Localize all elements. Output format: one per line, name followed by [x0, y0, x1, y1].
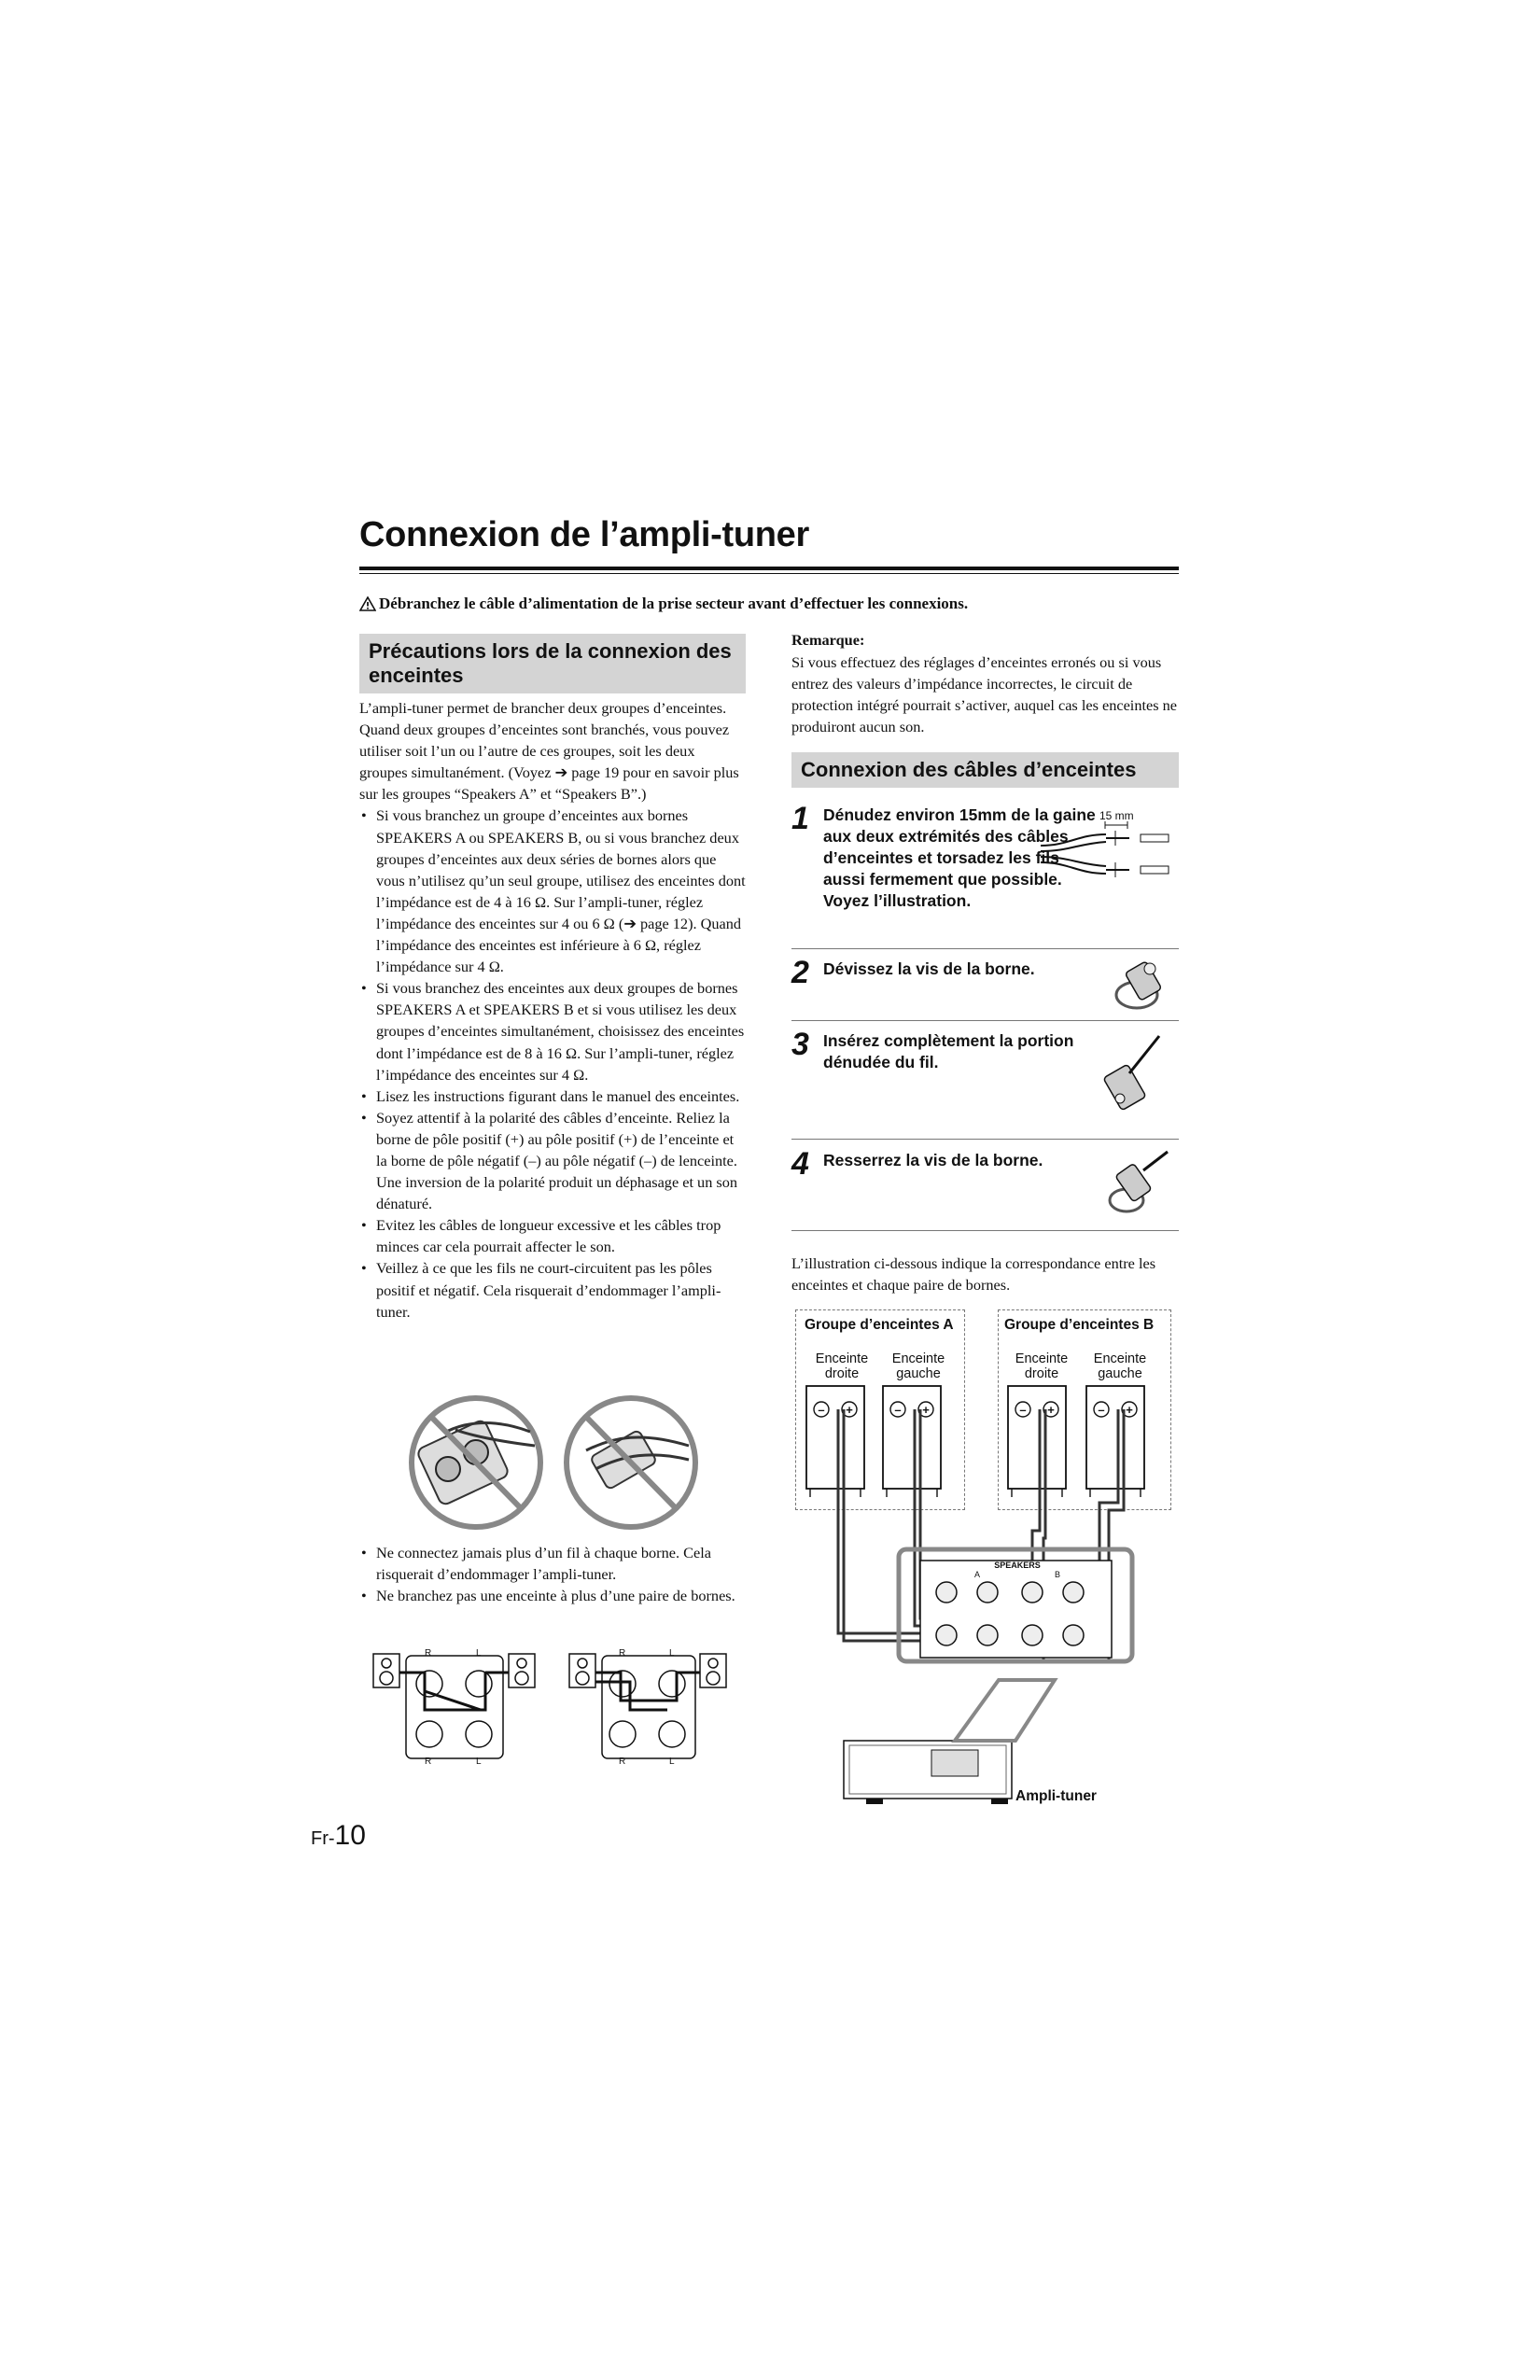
step-divider [791, 1020, 1179, 1021]
prohibited-icon [567, 1398, 695, 1527]
strip-length-label: 15 mm [1099, 809, 1134, 822]
title-rule [359, 567, 1179, 570]
warning-text: Débranchez le câble d’alimentation de la prise secteur avant d’effectuer les connexions. [379, 595, 969, 612]
speaker-label: Enceinte gauche [891, 1351, 945, 1381]
title-rule-thin [359, 573, 1179, 574]
speaker-box [883, 1386, 941, 1489]
list-item: • Lisez les instructions figurant dans le manuel des enceintes. [359, 1085, 746, 1107]
list-item: • Ne connectez jamais plus d’un fil à chaque borne. Cela risquerait d’endommager l’ampli-tuner. [359, 1542, 746, 1585]
terminal-r: R [425, 1757, 432, 1766]
terminal-l: L [476, 1757, 482, 1766]
amplifier-body [844, 1741, 1012, 1799]
svg-text:–: – [1098, 1403, 1105, 1417]
page-prefix: Fr- [311, 1828, 335, 1849]
step-text: Resserrez la vis de la borne. [823, 1151, 1043, 1169]
step-text: Dénudez environ 15mm de la gaine aux deux extrémités des câbles d’enceintes et torsadez les fils aussi fermement que possible. Voyez l’illustration. [823, 805, 1096, 910]
section-heading-cables: Connexion des câbles d’enceintes [791, 752, 1179, 788]
wire-insert-icon [1101, 1031, 1176, 1115]
step-number: 1 [791, 801, 809, 836]
terminal-l: L [669, 1757, 675, 1766]
svg-text:+: + [846, 1403, 853, 1417]
svg-text:–: – [1019, 1403, 1027, 1417]
precautions-body [359, 697, 746, 1323]
list-item: • Si vous branchez un groupe d’enceintes aux bornes SPEAKERS A ou SPEAKERS B, ou si vous branchez deux groupes d’enceintes aux deux séries de bornes alors que vous n’utilisez qu’un seul groupe, utilisez des enceintes dont l’impédance est de 4 à 16 Ω. Sur l’ampli-tuner, réglez l’impédance des enceintes sur 4 ou 6 Ω (➔ page 12). Quand l’impédance des enceintes est inférieure à 6 Ω, réglez l’impédance sur 4 Ω. [359, 805, 746, 977]
terminal-unscrew-icon [1111, 956, 1176, 1017]
terminal-tighten-icon [1106, 1146, 1176, 1221]
list-item: • Evitez les câbles de longueur excessive et les câbles trop minces car cela pourrait affecter le son. [359, 1214, 746, 1257]
remarque-heading: Remarque: [791, 631, 865, 649]
panel-label: SPEAKERS [994, 1561, 1041, 1570]
svg-text:+: + [922, 1403, 930, 1417]
step-number: 2 [791, 955, 809, 990]
step-divider [791, 1139, 1179, 1140]
wire-strip-illustration [1036, 808, 1176, 902]
speaker-box [806, 1386, 864, 1489]
terminal-l: L [476, 1648, 482, 1659]
list-item: • Veillez à ce que les fils ne court-circuitent pas les pôles positif et négatif. Cela risquerait d’endommager l’ampli-tuner. [359, 1257, 746, 1322]
terminal-l: L [669, 1648, 675, 1659]
terminal-r: R [425, 1648, 432, 1659]
speaker-box [1008, 1386, 1066, 1489]
illustration-text: L’illustration ci-dessous indique la correspondance entre les enceintes et chaque paire de bornes. [791, 1254, 1156, 1295]
step-number: 4 [791, 1146, 809, 1182]
step-divider [791, 1230, 1179, 1231]
speaker-label: Enceinte droite [1015, 1351, 1069, 1381]
terminal-a: A [974, 1570, 981, 1579]
precautions-list [359, 805, 746, 1322]
list-item: • Soyez attentif à la polarité des câbles d’enceinte. Reliez la borne de pôle positif (+) au pôle positif (+) de l’enceinte et la borne de pôle négatif (–) au pôle négatif (–) de lenceinte. Une inversion de la polarité produit un déphasage et un son dénaturé. [359, 1107, 746, 1214]
speaker-box [1086, 1386, 1144, 1489]
prohibited-icon [412, 1398, 540, 1527]
list-item: • Si vous branchez des enceintes aux deux groupes de bornes SPEAKERS A et SPEAKERS B et si vous utilisez les deux groupes d’enceintes simultanément, choisissez des enceintes dont l’impédance est de 8 à 16 Ω. Sur l’ampli-tuner, réglez l’impédance des enceintes sur 4 Ω. [359, 977, 746, 1085]
group-a-label: Groupe d’enceintes A [805, 1317, 954, 1333]
speaker-terminal-illustration [369, 1645, 742, 1766]
speaker-label: Enceinte droite [815, 1351, 869, 1381]
speaker-label: Enceinte gauche [1093, 1351, 1147, 1381]
step-text: Dévissez la vis de la borne. [823, 959, 1035, 978]
precautions-intro: L’ampli-tuner permet de brancher deux groupes d’enceintes. Quand deux groupes d’enceintes sont branchés, vous pouvez utiliser soit l’un ou l’autre de ces groupes, soit les deux groupes simultanément. (Voyez ➔ page 19 pour en savoir plus sur les groupes “Speakers A” et “Speakers B”.) [359, 699, 739, 804]
speaker-connection-diagram [791, 1381, 1183, 1811]
step-number: 3 [791, 1027, 809, 1062]
svg-text:+: + [1126, 1403, 1133, 1417]
amplifier-label: Ampli-tuner [1015, 1788, 1097, 1804]
page-title: Connexion de l’ampli-tuner [359, 515, 810, 554]
step-text: Insérez complètement la portion dénudée du fil. [823, 1031, 1074, 1071]
terminal-r: R [619, 1648, 626, 1659]
svg-text:–: – [894, 1403, 902, 1417]
section-heading-precautions: Précautions lors de la connexion des enceintes [359, 634, 746, 693]
terminal-r: R [619, 1757, 626, 1766]
svg-text:–: – [818, 1403, 825, 1417]
step-divider [791, 948, 1179, 949]
page-number [311, 1820, 366, 1852]
list-item: • Ne branchez pas une enceinte à plus d’une paire de bornes. [359, 1585, 746, 1606]
group-b-label: Groupe d’enceintes B [1004, 1317, 1155, 1333]
precautions-list-2 [359, 1542, 746, 1606]
short-circuit-warning-illustration [409, 1394, 707, 1534]
remarque-text: Si vous effectuez des réglages d’enceintes erronés ou si vous entrez des valeurs d’impédance incorrectes, le circuit de protection intégré pourrait s’activer, auquel cas les enceintes ne produiront aucun son. [791, 653, 1177, 736]
page-number-value: 10 [334, 1820, 366, 1851]
terminal-b: B [1055, 1570, 1061, 1579]
svg-text:+: + [1047, 1403, 1055, 1417]
warning-icon [359, 596, 376, 611]
warning-line [359, 595, 968, 613]
